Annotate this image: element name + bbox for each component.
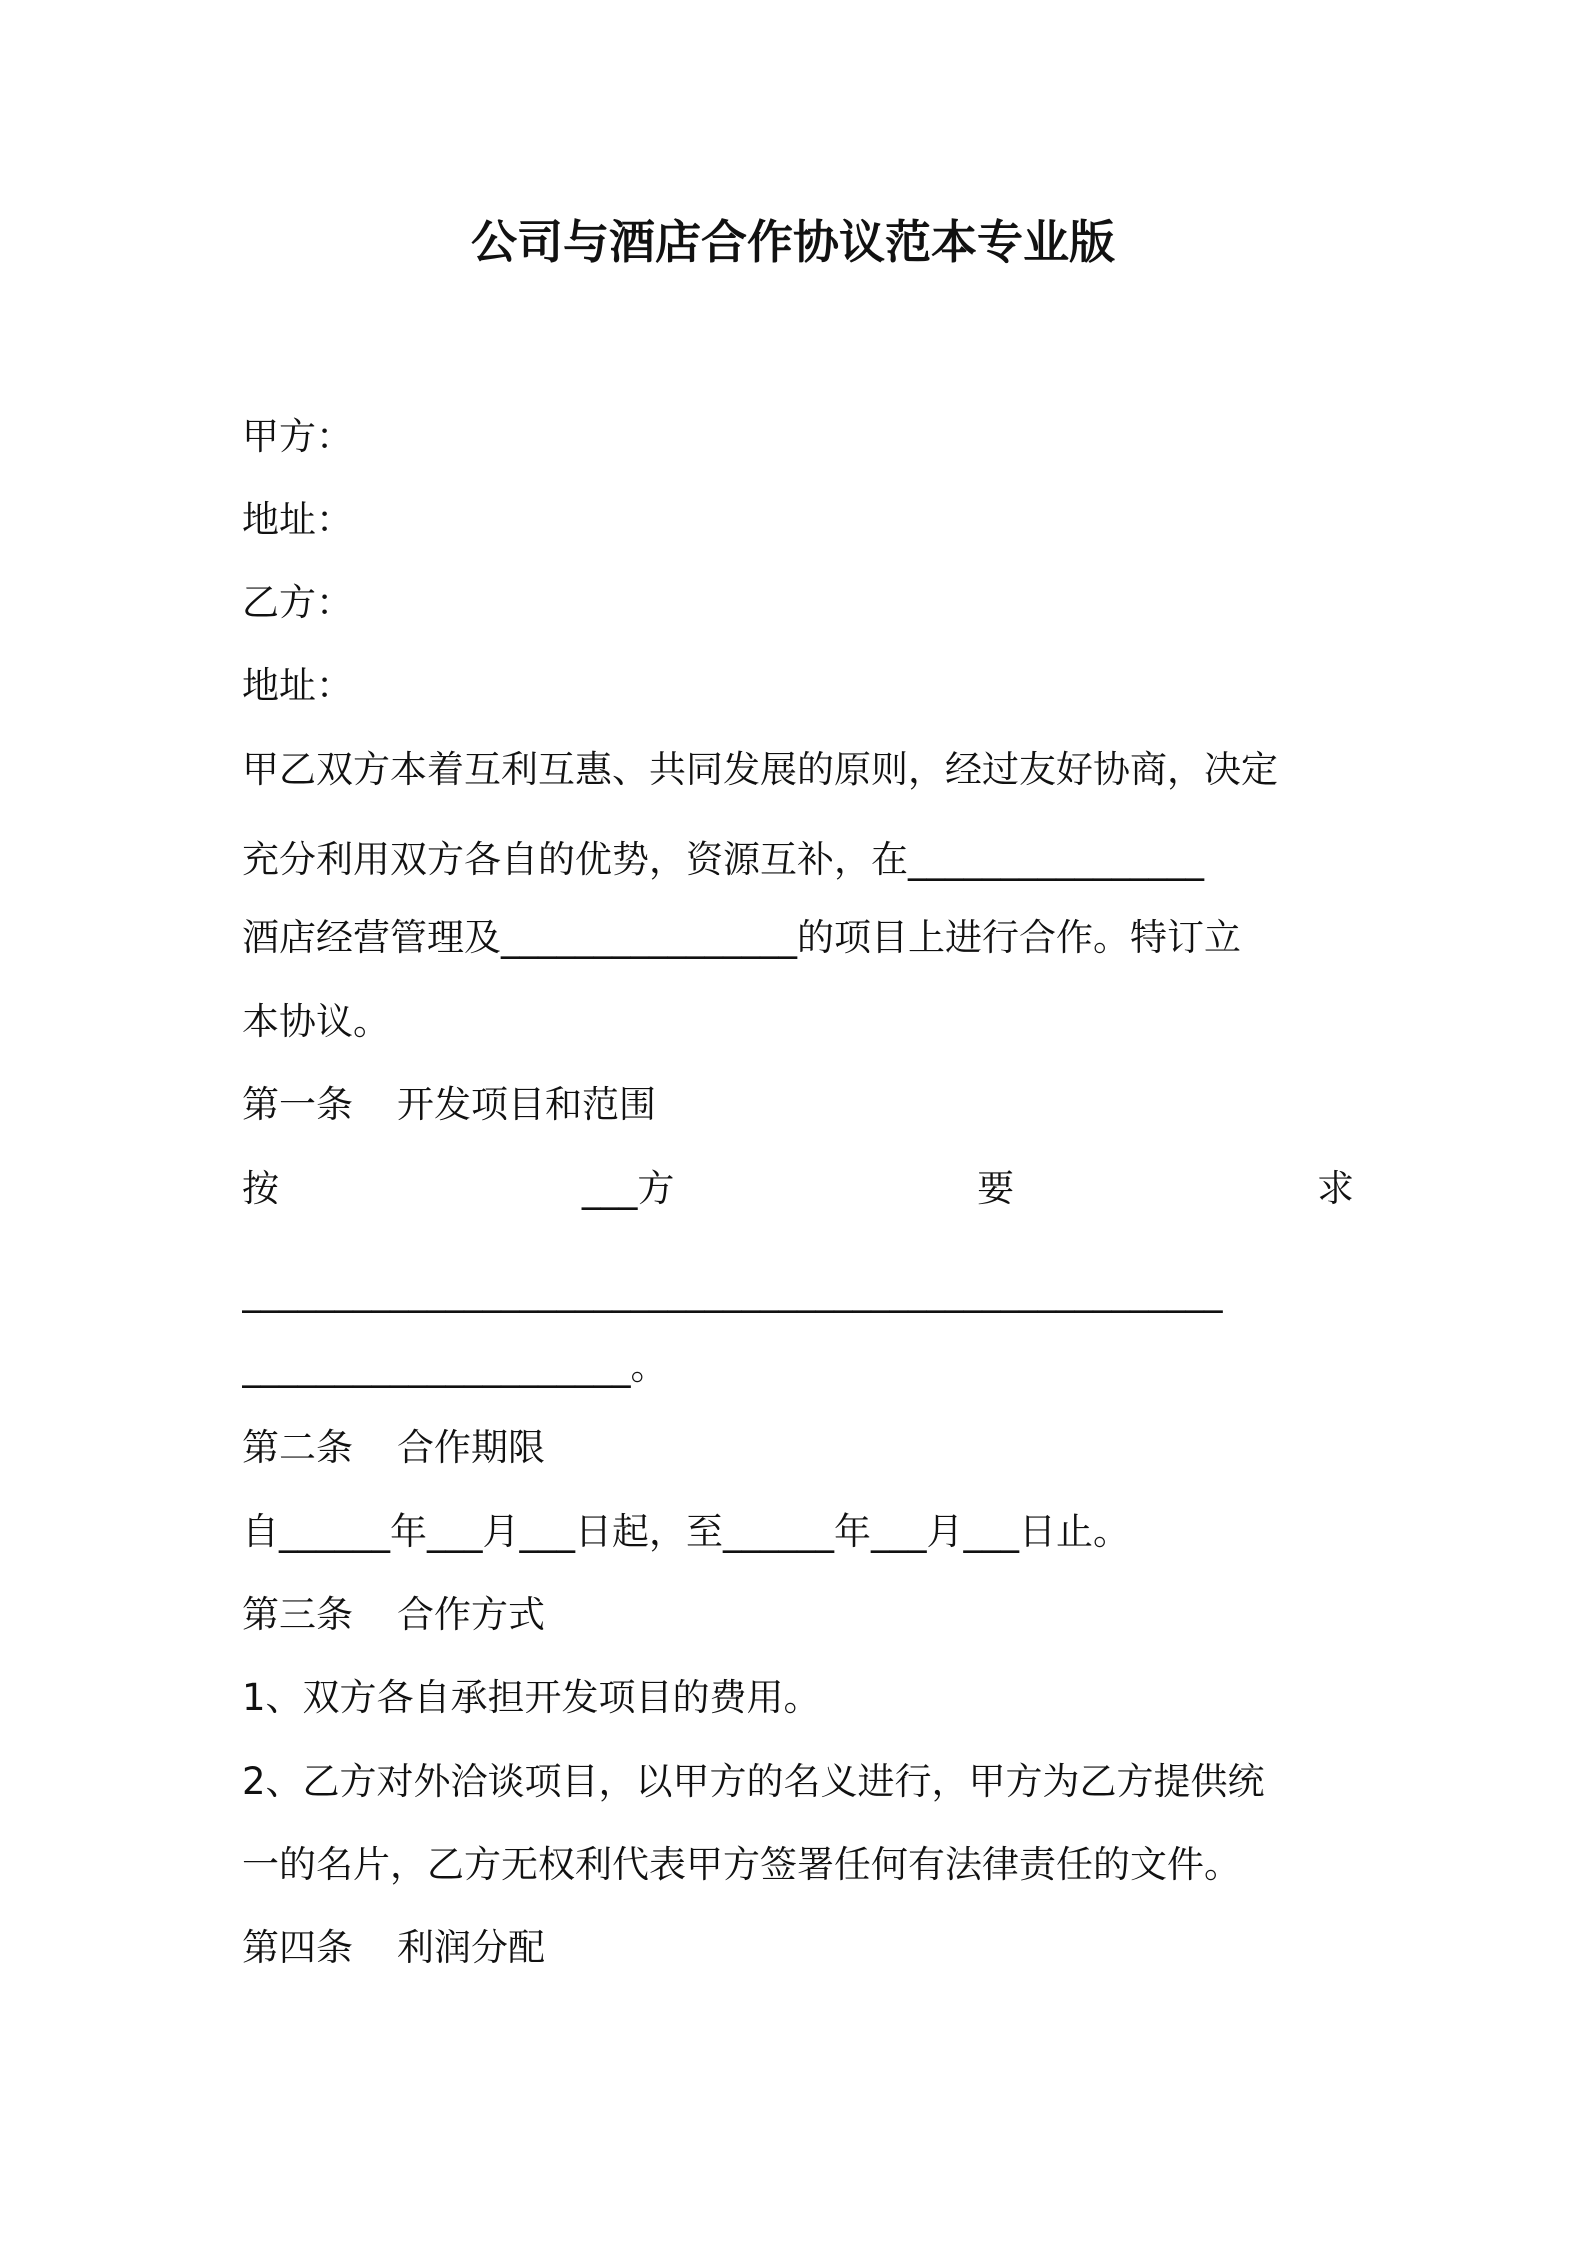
party-b-label: 乙方： — [242, 581, 353, 624]
article-3-heading — [242, 1590, 1354, 1640]
article-2-number: 第二条 — [242, 1426, 353, 1469]
article-1-word: 按 — [242, 1167, 279, 1210]
intro-line-3: 酒店经营管理及________________的项目上进行合作。特订立 — [242, 916, 1241, 959]
article-1-title: 开发项目和范围 — [397, 1083, 656, 1126]
article-2-heading — [242, 1423, 1354, 1473]
article-1-number: 第一条 — [242, 1083, 353, 1126]
intro-line-4: 本协议。 — [242, 1000, 390, 1043]
article-1-word: 要 — [977, 1167, 1015, 1210]
article-2-title: 合作期限 — [397, 1426, 545, 1469]
article-1-line-1 — [242, 1164, 1354, 1214]
article-2-line-1: 自______年___月___日起，至______年___月___日止。 — [242, 1510, 1130, 1553]
intro-line-2: 充分利用双方各自的优势，资源互补，在________________ — [242, 838, 1204, 881]
document-title: 公司与酒店合作协议范本专业版 — [471, 215, 1115, 269]
address-b-label: 地址： — [242, 664, 353, 707]
article-1-word: 求 — [1316, 1167, 1354, 1210]
article-1-line-2: _____________________________________________________ — [242, 1270, 1223, 1313]
article-1-heading — [242, 1080, 1354, 1130]
article-4-number: 第四条 — [242, 1926, 353, 1969]
party-a-label: 甲方： — [242, 415, 353, 458]
article-4-title: 利润分配 — [397, 1926, 545, 1969]
article-1-line-3: _____________________。 — [242, 1345, 668, 1388]
intro-line-1: 甲乙双方本着互利互惠、共同发展的原则，经过友好协商，决定 — [242, 748, 1278, 791]
article-3-item-1: 1、双方各自承担开发项目的费用。 — [242, 1676, 821, 1719]
article-4-heading — [242, 1923, 1354, 1973]
article-3-item-2-line-2: 一的名片，乙方无权利代表甲方签署任何有法律责任的文件。 — [242, 1843, 1241, 1886]
article-3-item-2-line-1: 2、乙方对外洽谈项目，以甲方的名义进行，甲方为乙方提供统 — [242, 1760, 1265, 1803]
article-3-title: 合作方式 — [397, 1593, 545, 1636]
address-a-label: 地址： — [242, 498, 353, 541]
article-1-word: ___方 — [581, 1167, 675, 1210]
article-3-number: 第三条 — [242, 1593, 353, 1636]
